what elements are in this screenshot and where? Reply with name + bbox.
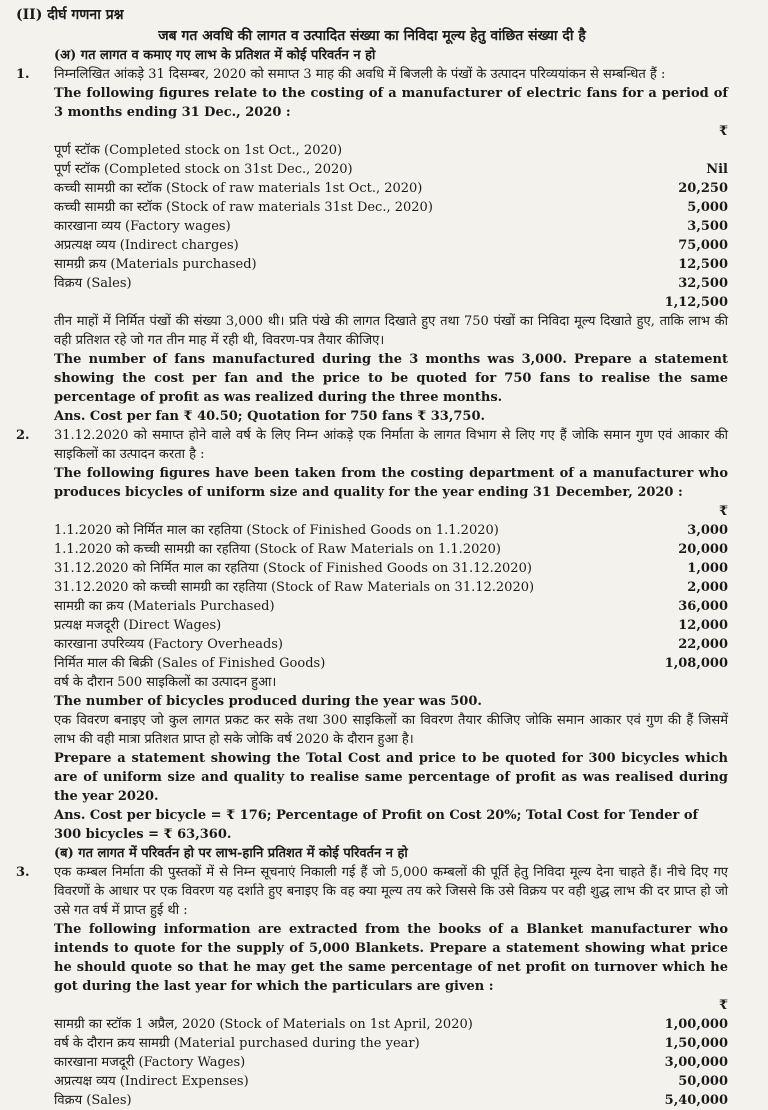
- row-label: 31.12.2020 को निर्मित माल का रहतिया (Stock of Finished Goods on 31.12.2020): [54, 561, 532, 576]
- main-heading: जब गत अवधि की लागत व उत्पादित संख्या का निविदा मूल्य हेतु वांछित संख्या दी है: [158, 28, 586, 44]
- row-amount: 1,00,000: [664, 1017, 728, 1032]
- question-english-text: The following figures relate to the costing of a manufacturer of electric fans for a period of 3 months ending 31 Dec., 2020 :: [54, 86, 728, 120]
- question-english-text: The following figures have been taken from the costing department of a manufacturer who produces bicycles of uniform size and quality for the year ending 31 December, 2020 :: [54, 466, 728, 500]
- section-title: (II) दीर्घ गणना प्रश्न: [16, 7, 124, 23]
- question-number: 2.: [16, 428, 30, 443]
- data-row: [54, 559, 728, 578]
- row-label: कारखाना व्यय (Factory wages): [54, 219, 231, 234]
- data-row: [54, 1091, 728, 1110]
- row-label: सामग्री का क्रय (Materials Purchased): [54, 599, 275, 614]
- data-row: [54, 141, 728, 160]
- row-label: कारखाना मजदूरी (Factory Wages): [54, 1055, 246, 1070]
- row-label: [54, 293, 638, 312]
- question-hindi-text-2: वर्ष के दौरान 500 साइकिलों का उत्पादन हुआ।: [54, 675, 277, 690]
- row-label: कच्ची सामग्री का स्टॉक (Stock of raw materials 1st Oct., 2020): [54, 181, 423, 196]
- q3-data-list: [54, 1015, 728, 1110]
- data-row: [54, 274, 728, 293]
- data-row: [54, 597, 728, 616]
- row-amount: 32,500: [678, 276, 728, 291]
- row-amount: 75,000: [678, 238, 728, 253]
- data-row: [54, 217, 728, 236]
- data-row: [54, 616, 728, 635]
- question-1: [16, 65, 728, 426]
- row-amount: Nil: [706, 162, 728, 177]
- row-label: पूर्ण स्टॉक (Completed stock on 31st Dec., 2020): [54, 162, 353, 177]
- question-number: 3.: [16, 865, 30, 880]
- row-label: कारखाना उपरिव्यय (Factory Overheads): [54, 637, 284, 652]
- answer-line: Ans. Cost per fan ₹ 40.50; Quotation for 750 fans ₹ 33,750.: [54, 409, 486, 424]
- row-label: सामग्री क्रय (Materials purchased): [54, 257, 257, 272]
- data-row: [54, 293, 728, 312]
- row-amount: 1,50,000: [664, 1036, 728, 1051]
- row-amount: 3,500: [687, 219, 728, 234]
- subsection-a-heading: (अ) गत लागत व कमाए गए लाभ के प्रतिशत में कोई परिवर्तन न हो: [54, 48, 376, 63]
- row-amount: 12,500: [678, 257, 728, 272]
- data-row: [54, 578, 728, 597]
- subsection-b-heading: (ब) गत लागत में परिवर्तन हो पर लाभ-हानि प्रतिशत में कोई परिवर्तन न हो: [54, 846, 408, 861]
- row-label: विक्रय (Sales): [54, 276, 132, 291]
- data-row: [54, 160, 728, 179]
- question-hindi-text: निम्नलिखित आंकड़े 31 दिसम्बर, 2020 को समाप्त 3 माह की अवधि में बिजली के पंखों के उत्पादन परिव्ययांकन से सम्बन्धित हैं :: [54, 67, 666, 82]
- row-amount: 3,00,000: [664, 1055, 728, 1070]
- data-row: [54, 1015, 728, 1034]
- row-amount: 20,250: [678, 181, 728, 196]
- row-amount: 1,08,000: [664, 656, 728, 671]
- row-label: वर्ष के दौरान क्रय सामग्री (Material purchased during the year): [54, 1036, 420, 1051]
- data-row: [54, 521, 728, 540]
- row-label: अप्रत्यक्ष व्यय (Indirect Expenses): [54, 1074, 249, 1089]
- row-label: सामग्री का स्टॉक 1 अप्रैल, 2020 (Stock of Materials on 1st April, 2020): [54, 1017, 473, 1032]
- currency-symbol: ₹: [718, 998, 728, 1013]
- question-english-text-2: The number of bicycles produced during the year was 500.: [54, 694, 482, 709]
- row-amount: 5,40,000: [664, 1093, 728, 1108]
- data-row: [54, 1034, 728, 1053]
- question-hindi-text: 31.12.2020 को समाप्त होने वाले वर्ष के लिए निम्न आंकड़े एक निर्माता के लागत विभाग से लिए गए हैं जोकि समान गुण एवं आकार की साइकिलों का उत्पादन करता है :: [54, 428, 728, 462]
- data-row: [54, 540, 728, 559]
- question-3: [16, 863, 728, 1110]
- data-row: [54, 255, 728, 274]
- row-label: अप्रत्यक्ष व्यय (Indirect charges): [54, 238, 239, 253]
- question-hindi-text-3: एक विवरण बनाइए जो कुल लागत प्रकट कर सके तथा 300 साइकिलों का विवरण तैयार कीजिए जोकि समान आकार एवं गुण की हैं जिसमें लाभ की वही मात्रा प्रतिशत प्राप्त हो सके जोकि वर्ष 2020 के दौरान हुआ है।: [54, 713, 728, 747]
- q2-data-list: [54, 521, 728, 673]
- row-amount: 1,000: [687, 561, 728, 576]
- row-amount: 20,000: [678, 542, 728, 557]
- question-english-text-2: The number of fans manufactured during the 3 months was 3,000. Prepare a statement showing the cost per fan and the price to be quoted for 750 fans to realise the same percentage of profit as was realized during the three months.: [54, 352, 728, 405]
- q1-data-list: [54, 141, 728, 312]
- answer-line: Ans. Cost per bicycle = ₹ 176; Percentage of Profit on Cost 20%; Total Cost for Tender of 300 bicycles = ₹ 63,360.: [54, 808, 699, 842]
- row-amount: 22,000: [678, 637, 728, 652]
- question-english-text-3: Prepare a statement showing the Total Cost and price to be quoted for 300 bicycles which are of uniform size and quality to realise same percentage of profit as was realised during the year 2020.: [54, 751, 728, 804]
- row-label: पूर्ण स्टॉक (Completed stock on 1st Oct., 2020): [54, 143, 343, 158]
- row-amount: 5,000: [687, 200, 728, 215]
- currency-symbol: ₹: [718, 504, 728, 519]
- row-label: कच्ची सामग्री का स्टॉक (Stock of raw materials 31st Dec., 2020): [54, 200, 433, 215]
- row-amount: 1,12,500: [664, 295, 728, 310]
- row-amount: [638, 141, 728, 160]
- question-number: 1.: [16, 67, 30, 82]
- currency-symbol: ₹: [718, 124, 728, 139]
- data-row: [54, 1072, 728, 1091]
- row-amount: 2,000: [687, 580, 728, 595]
- row-label: प्रत्यक्ष मजदूरी (Direct Wages): [54, 618, 222, 633]
- question-2: [16, 426, 728, 844]
- row-label: 31.12.2020 को कच्ची सामग्री का रहतिया (Stock of Raw Materials on 31.12.2020): [54, 580, 535, 595]
- data-row: [54, 654, 728, 673]
- question-english-text: The following information are extracted from the books of a Blanket manufacturer who intends to quote for the supply of 5,000 Blankets. Prepare a statement showing what price he should quote so that he may get the same percentage of net profit on turnover which he got during the last year for which the particulars are given :: [54, 922, 728, 994]
- row-amount: 12,000: [678, 618, 728, 633]
- data-row: [54, 179, 728, 198]
- row-amount: 3,000: [687, 523, 728, 538]
- question-hindi-text: एक कम्बल निर्माता की पुस्तकों में से निम्न सूचनाएं निकाली गई हैं जो 5,000 कम्बलों की पूर्ति हेतु निविदा मूल्य देना चाहते हैं। नीचे दिए गए विवरणों के आधार पर एक विवरण यह दर्शाते हुए बनाइए कि वह क्या मूल्य तय करे जिससे कि उसे विक्रय पर वही शुद्ध लाभ की दर प्राप्त हो जो उसे गत वर्ष में प्राप्त हुई थी :: [54, 865, 728, 918]
- data-row: [54, 1053, 728, 1072]
- row-label: निर्मित माल की बिक्री (Sales of Finished Goods): [54, 656, 326, 671]
- question-hindi-text-2: तीन माहों में निर्मित पंखों की संख्या 3,000 थी। प्रति पंखे की लागत दिखाते हुए तथा 750 पंखों का निविदा मूल्य दिखाते हुए, ताकि लाभ की वही प्रतिशत रहे जो गत तीन माह में रही थी, विवरण-पत्र तैयार कीजिए।: [54, 314, 728, 348]
- data-row: [54, 635, 728, 654]
- data-row: [54, 236, 728, 255]
- row-label: विक्रय (Sales): [54, 1093, 132, 1108]
- row-label: 1.1.2020 को निर्मित माल का रहतिया (Stock of Finished Goods on 1.1.2020): [54, 523, 499, 538]
- row-amount: 36,000: [678, 599, 728, 614]
- row-label: 1.1.2020 को कच्ची सामग्री का रहतिया (Stock of Raw Materials on 1.1.2020): [54, 542, 501, 557]
- data-row: [54, 198, 728, 217]
- row-amount: 50,000: [678, 1074, 728, 1089]
